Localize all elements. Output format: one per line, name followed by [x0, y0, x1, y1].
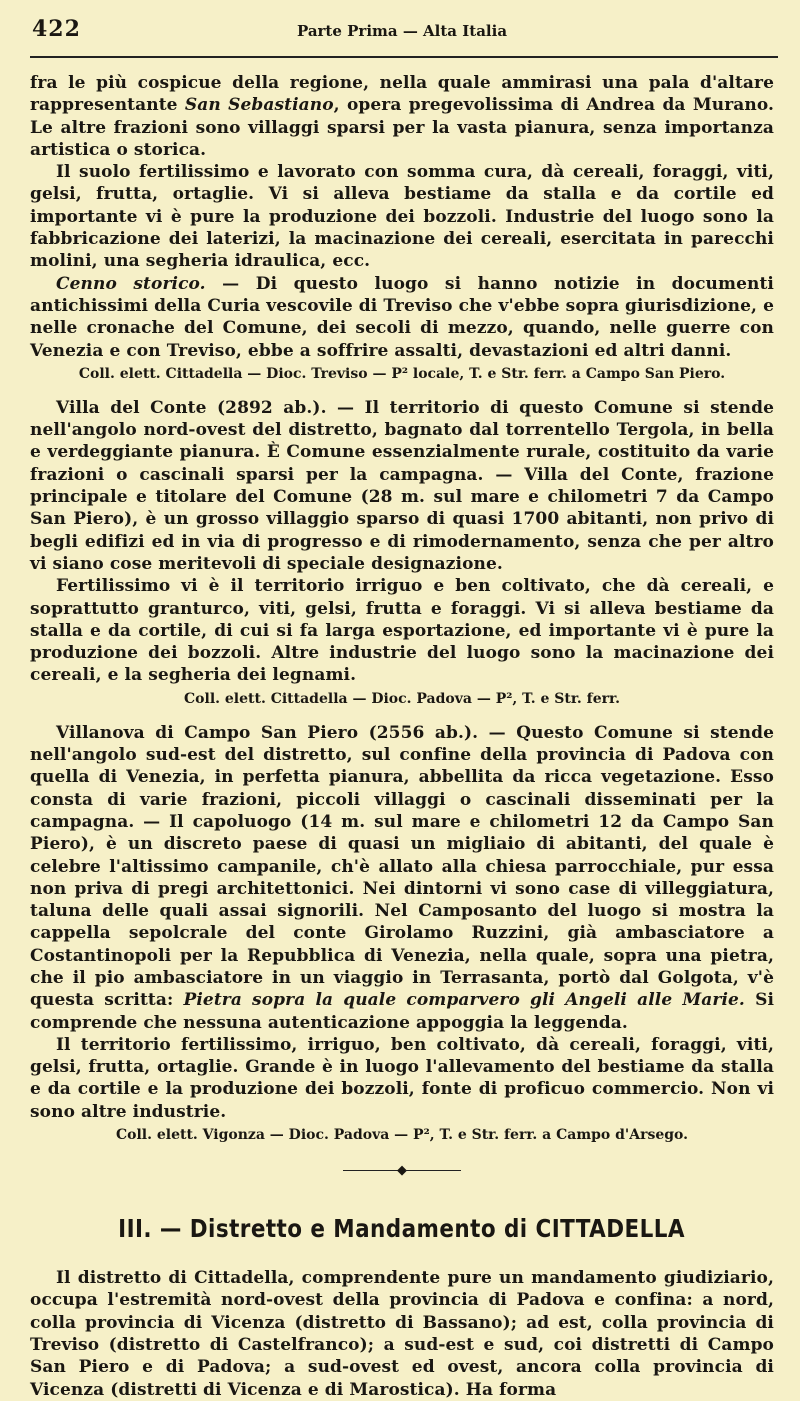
- page-body: [30, 72, 774, 1401]
- entry-villa-del-conte: Villa del Conte (2892 ab.). — Il territorio di questo Comune si stende nell'angolo nord-ovest del distretto, bagnato dal torrentello Tergola, in bella e verdeggiante pianura. È Comune essenzialmente rurale, costituito da varie frazioni o cascinali sparsi per la campagna. — Villa del Conte, frazione principale e titolare del Comune (28 m. sul mare e chilometri 7 da Campo San Piero), è un grosso villaggio sparso di quasi 1700 abitanti, non privo di begli edifizi ed in via di progresso e di rimodernamento, senza che per altro vi siano cose meritevoli di speciale designazione.: [30, 397, 774, 574]
- running-head: Parte Prima — Alta Italia: [296, 22, 508, 40]
- paragraph-1: fra le più cospicue della regione, nella quale ammirasi una pala d'altare rappresentante San Sebastiano, opera pregevolissima di Andrea da Murano. Le altre frazioni sono villaggi sparsi per la vasta pianura, senza importanza artistica o storica.: [30, 73, 774, 160]
- paragraph-7: Il territorio fertilissimo, irriguo, ben coltivato, dà cereali, foraggi, viti, gelsi, frutta, ortaglie. Grande è in luogo l'allevamento del bestiame da stalla e da cortile e la produzione dei bozzoli, fonte di proficuo commercio. Non vi sono altre industrie.: [30, 1034, 774, 1122]
- paragraph-8: Il distretto di Cittadella, comprendente pure un mandamento giudiziario, occupa l'estremità nord-ovest della provincia di Padova e confina: a nord, colla provincia di Vicenza (distretto di Bassano); ad est, colla provincia di Treviso (distretto di Castelfranco); a sud-est e sud, coi distretti di Campo San Piero e di Padova; a sud-ovest ed ovest, ancora colla provincia di Vicenza (distretti di Vicenza e di Marostica). Ha forma: [30, 1268, 774, 1400]
- ornament-line-right: [405, 1170, 461, 1171]
- footnote-3: Coll. elett. Vigonza — Dioc. Padova — P², T. e Str. ferr. a Campo d'Arsego.: [115, 1127, 688, 1144]
- entry-villanova: Villanova di Campo San Piero (2556 ab.). — Questo Comune si stende nell'angolo sud-est del distretto, sul confine della provincia di Padova con quella di Venezia, in perfetta pianura, abbellita da ricca vegetazione. Esso consta di varie frazioni, piccoli villaggi o cascinali disseminati per la campagna. — Il capoluogo (14 m. sul mare e chilometri 12 da Campo San Piero), è un discreto paese di quasi un migliaio di abitanti, del quale è celebre l'altissimo campanile, ch'è allato alla chiesa parrocchiale, pur essa non priva di pregi architettonici. Nei dintorni vi sono case di villeggiatura, taluna delle quali assai signorili. Nel Camposanto del luogo si mostra la cappella sepolcrale del conte Girolamo Ruzzini, già ambasciatore a Costantinopoli per la Repubblica di Venezia, nella quale, sopra una pietra, che il pio ambasciatore in un viaggio in Terrasanta, portò dal Golgota, v'è questa scritta: Pietra sopra la quale comparvero gli Angeli alle Marie. Si comprende che nessuna autenticazione appoggia la leggenda.: [30, 722, 774, 1033]
- paragraph-2: Il suolo fertilissimo e lavorato con somma cura, dà cereali, foraggi, viti, gelsi, frutta, ortaglie. Vi si alleva bestiame da stalla e da cortile ed importante vi è pure la produzione dei bozzoli. Industrie del luogo sono la fabbricazione dei laterizi, la macinazione dei cereali, esercitata in parecchi molini, una segheria idraulica, ecc.: [30, 162, 774, 272]
- paragraph-5: Fertilissimo vi è il territorio irriguo e ben coltivato, che dà cereali, e soprattutto granturco, viti, gelsi, frutta e foraggi. Vi si alleva bestiame da stalla e da cortile, di cui si fa larga esportazione, ed importante vi è pure la produzione dei bozzoli. Altre industrie del luogo sono la macinazione dei cereali, e la segheria dei legnami.: [30, 576, 774, 686]
- section-title: III. — Distretto e Mandamento di CITTADELLA: [118, 1214, 686, 1244]
- page-header: [30, 0, 774, 40]
- italic-quote: Pietra sopra la quale comparvero gli Angeli alle Marie.: [183, 990, 745, 1011]
- italic-heading: Cenno storico.: [56, 273, 206, 294]
- footnote-2: Coll. elett. Cittadella — Dioc. Padova — P², T. e Str. ferr.: [184, 690, 620, 707]
- footnote-1: Coll. elett. Cittadella — Dioc. Treviso — P² locale, T. e Str. ferr. a Campo San Piero.: [78, 365, 726, 382]
- header-rule: [30, 56, 778, 58]
- paragraph-3: Cenno storico. — Di questo luogo si hanno notizie in documenti antichissimi della Curia vescovile di Treviso che v'ebbe sopra giurisdizione, e nelle cronache del Comune, dei secoli di mezzo, quando, nelle guerre con Venezia e con Treviso, ebbe a soffrire assalti, devastazioni ed altri danni.: [30, 273, 774, 361]
- italic-title: San Sebastiano: [184, 95, 334, 116]
- diamond-icon: ◆: [397, 1163, 407, 1179]
- ornament-line-left: [343, 1170, 399, 1171]
- page-number: 422: [32, 16, 81, 42]
- ornament-divider: [30, 1160, 774, 1180]
